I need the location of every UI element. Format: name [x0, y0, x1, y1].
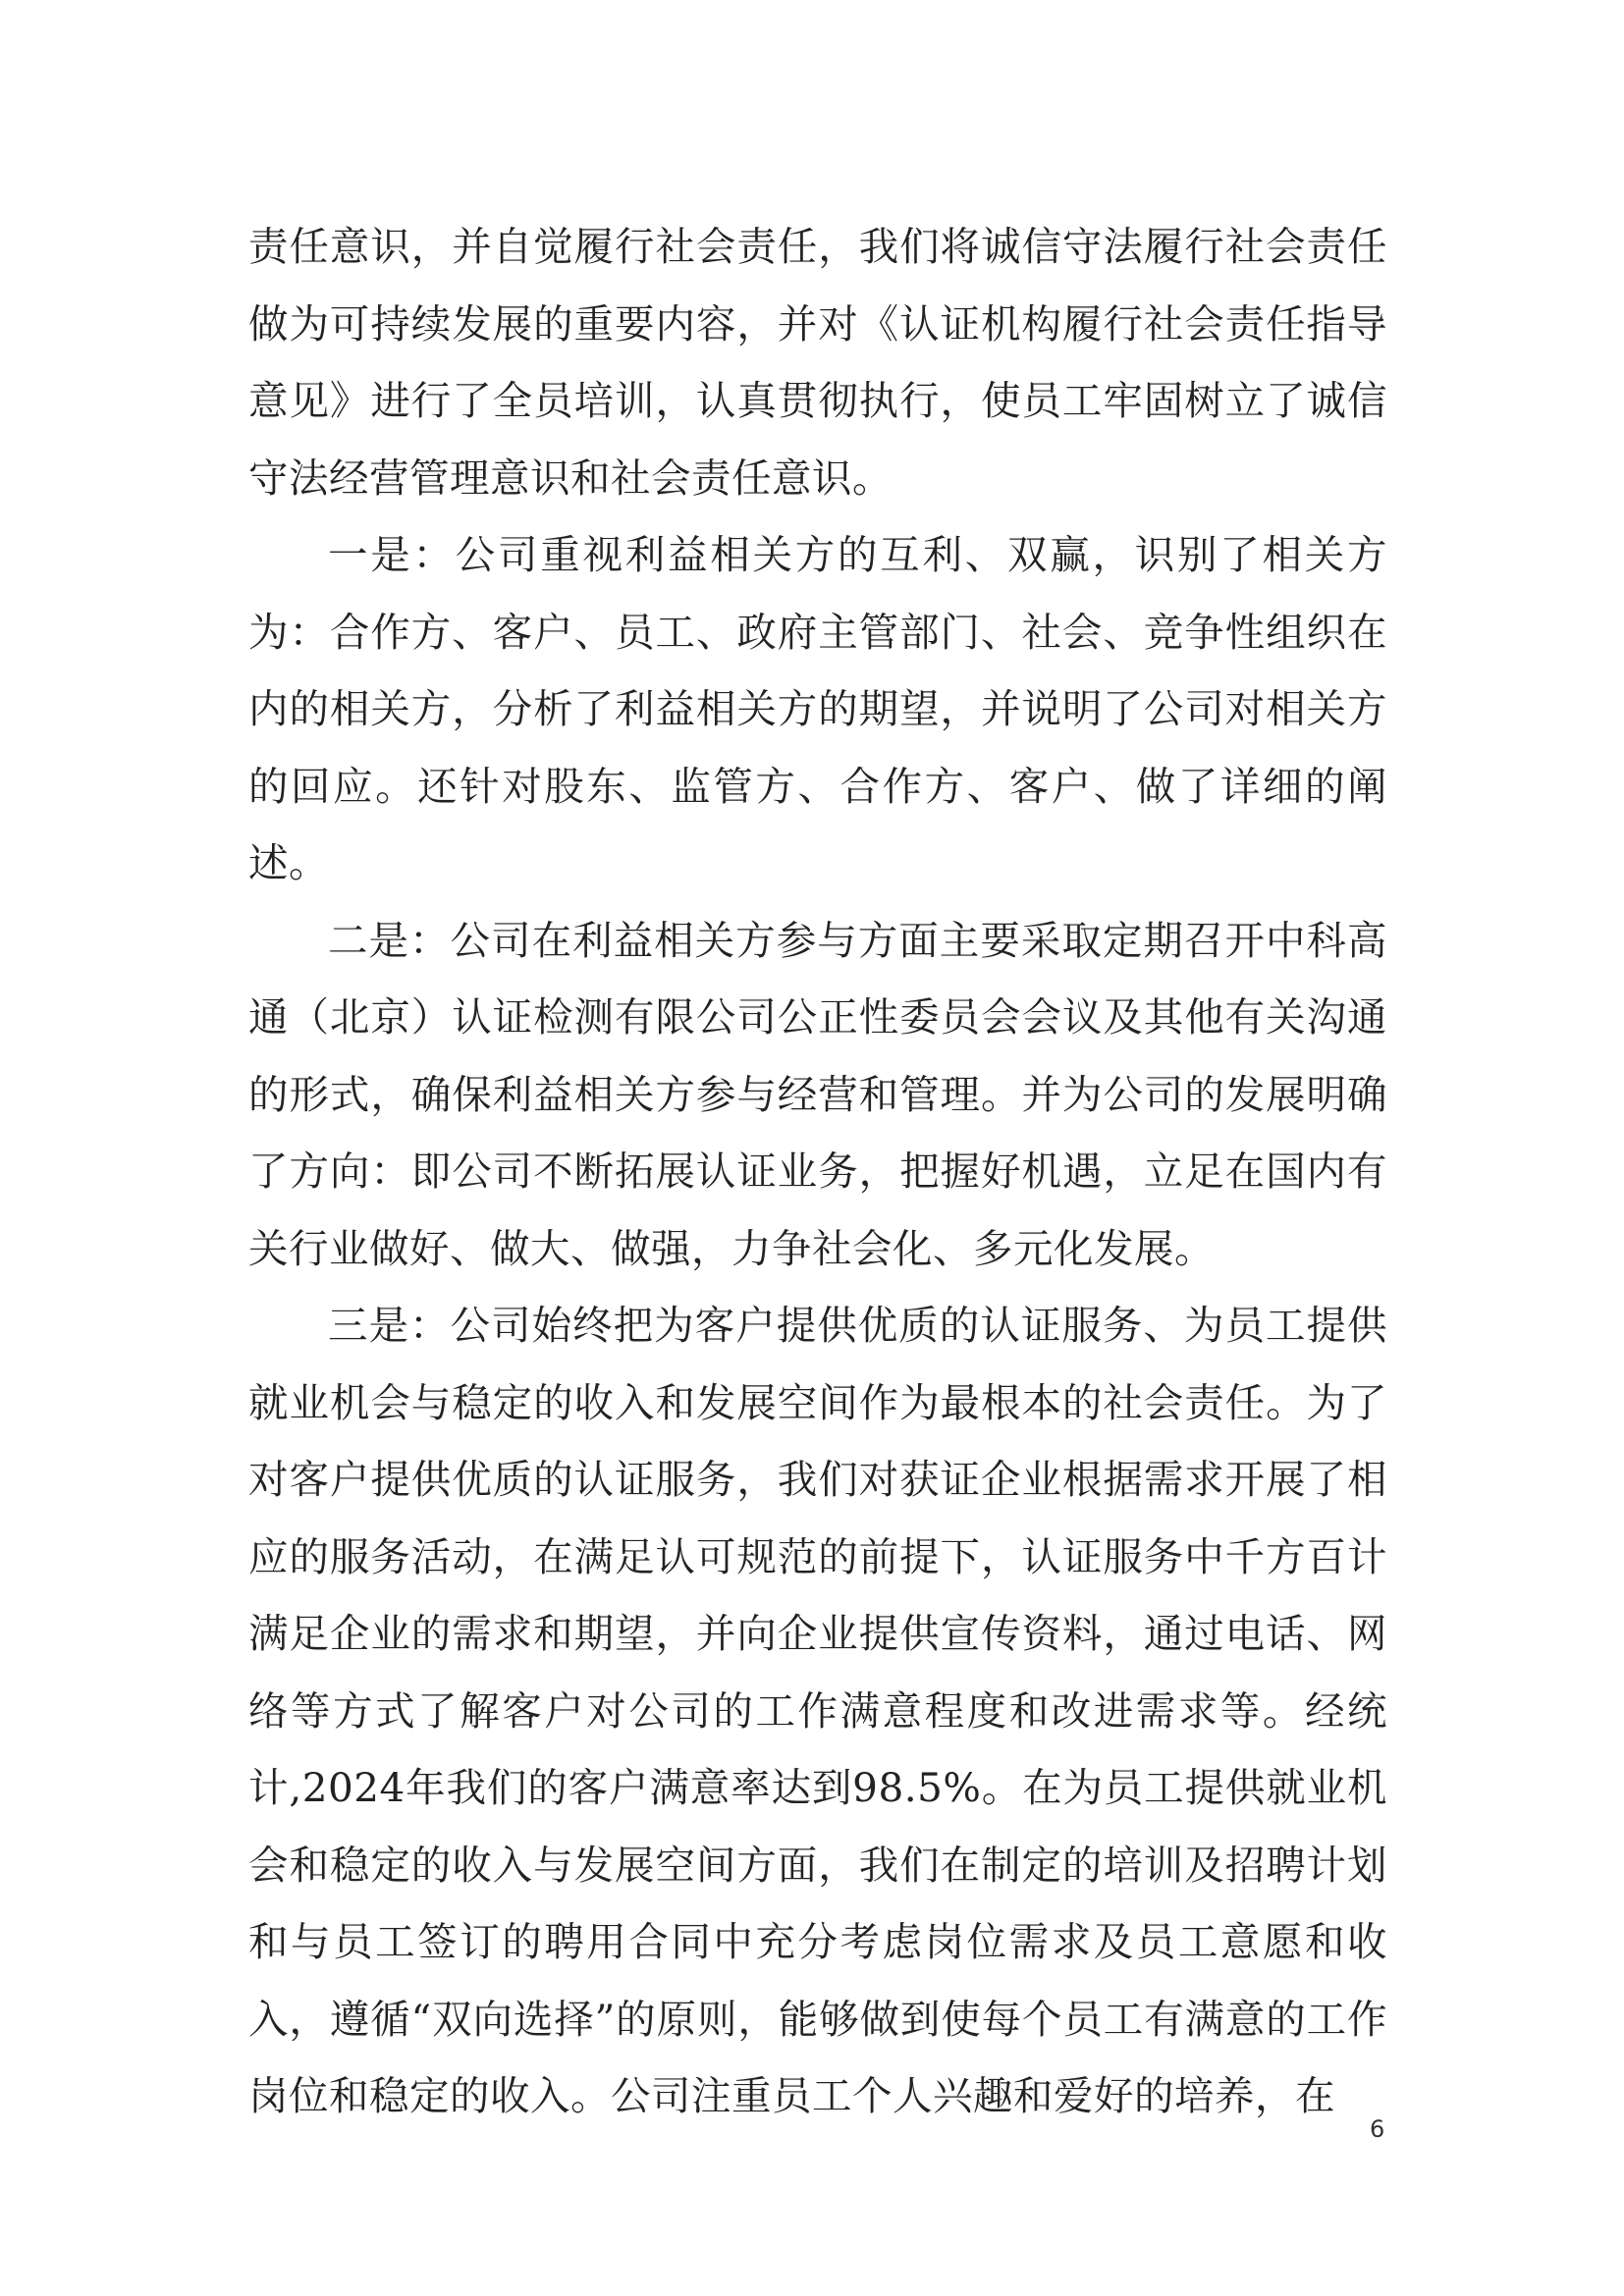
page-number: 6 — [1370, 2115, 1385, 2143]
paragraph-point-one: 一是：公司重视利益相关方的互利、双赢，识别了相关方为：合作方、客户、员工、政府主管部门、社会、竞争性组织在内的相关方，分析了利益相关方的期望，并说明了公司对相关方的回应。还针对股东、监管方、合作方、客户、做了详细的阐述。 — [248, 531, 1387, 886]
paragraph-intro: 责任意识，并自觉履行社会责任，我们将诚信守法履行社会责任做为可持续发展的重要内容，并对《认证机构履行社会责任指导意见》进行了全员培训，认真贯彻执行，使员工牢固树立了诚信守法经营管理意识和社会责任意识。 — [248, 223, 1387, 502]
paragraph-point-three: 三是：公司始终把为客户提供优质的认证服务、为员工提供就业机会与稳定的收入和发展空间作为最根本的社会责任。为了对客户提供优质的认证服务，我们对获证企业根据需求开展了相应的服务活动，在满足认可规范的前提下，认证服务中千方百计满足企业的需求和期望，并向企业提供宣传资料，通过电话、网络等方式了解客户对公司的工作满意程度和改进需求等。经统计,2024年我们的客户满意率达到98.5%。在为员工提供就业机会和稳定的收入与发展空间方面，我们在制定的培训及招聘计划和与员工签订的聘用合同中充分考虑岗位需求及员工意愿和收入，遵循“双向选择”的原则，能够做到使每个员工有满意的工作岗位和稳定的收入。公司注重员工个人兴趣和爱好的培养，在 — [248, 1302, 1387, 2119]
paragraph-point-two: 二是：公司在利益相关方参与方面主要采取定期召开中科高通（北京）认证检测有限公司公正性委员会会议及其他有关沟通的形式，确保利益相关方参与经营和管理。并为公司的发展明确了方向：即公司不断拓展认证业务，把握好机遇，立足在国内有关行业做好、做大、做强，力争社会化、多元化发展。 — [248, 916, 1387, 1272]
document-body — [248, 208, 1387, 2135]
